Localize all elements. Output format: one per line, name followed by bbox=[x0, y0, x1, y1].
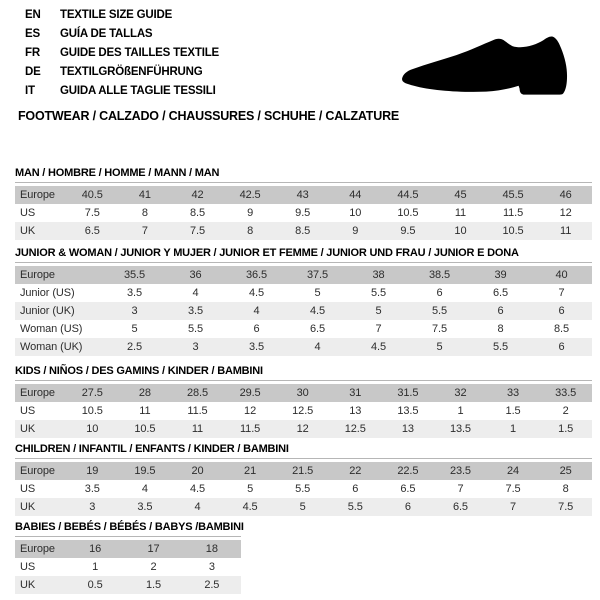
table-row bbox=[15, 338, 592, 356]
size-cell: 10.5 bbox=[81, 405, 103, 417]
language-code: ES bbox=[25, 28, 40, 40]
language-row bbox=[25, 66, 219, 85]
row-label: Woman (US) bbox=[20, 323, 83, 335]
size-cell: 6 bbox=[558, 305, 565, 317]
size-cell: 3 bbox=[131, 305, 138, 317]
size-cell: 28 bbox=[138, 387, 151, 399]
size-table bbox=[15, 540, 241, 594]
size-cell: 1 bbox=[92, 561, 99, 573]
size-cell: 10.5 bbox=[397, 207, 419, 219]
size-cell: 11 bbox=[560, 225, 572, 237]
size-cell: 9.5 bbox=[295, 207, 311, 219]
size-cell: 4.5 bbox=[371, 341, 386, 353]
row-label: US bbox=[20, 561, 36, 573]
size-cell: 2 bbox=[150, 561, 157, 573]
language-row bbox=[25, 85, 219, 104]
size-cell: 6 bbox=[436, 287, 443, 299]
size-cell: 7 bbox=[510, 501, 517, 513]
size-cell: 1.5 bbox=[145, 579, 161, 591]
size-cell: 4.5 bbox=[242, 501, 258, 513]
size-cell: 2 bbox=[562, 405, 569, 417]
size-cell: 4 bbox=[314, 341, 321, 353]
size-cell: 10 bbox=[454, 225, 467, 237]
size-cell: 17 bbox=[147, 543, 160, 555]
row-label: UK bbox=[20, 423, 36, 435]
size-cell: 11.5 bbox=[187, 405, 208, 417]
size-cell: 27.5 bbox=[81, 387, 103, 399]
size-cell: 4 bbox=[192, 287, 199, 299]
size-cell: 42 bbox=[191, 189, 204, 201]
size-cell: 44 bbox=[349, 189, 362, 201]
size-cell: 3.5 bbox=[188, 305, 203, 317]
size-cell: 5 bbox=[247, 483, 254, 495]
size-cell: 46 bbox=[559, 189, 572, 201]
size-cell: 6.5 bbox=[84, 225, 100, 237]
size-cell: 7 bbox=[558, 287, 565, 299]
row-label: US bbox=[20, 405, 36, 417]
table-title: JUNIOR & WOMAN / JUNIOR Y MUJER / JUNIOR ET FEMME / JUNIOR UND FRAU / JUNIOR E DONA bbox=[15, 247, 519, 259]
size-cell: 7.5 bbox=[84, 207, 100, 219]
size-cell: 3.5 bbox=[249, 341, 264, 353]
size-cell: 12 bbox=[296, 423, 309, 435]
size-cell: 25 bbox=[559, 465, 572, 477]
row-label: Junior (US) bbox=[20, 287, 75, 299]
size-cell: 9.5 bbox=[400, 225, 416, 237]
table-row bbox=[15, 480, 592, 498]
size-cell: 10.5 bbox=[134, 423, 156, 435]
size-cell: 31 bbox=[349, 387, 362, 399]
table-row bbox=[15, 186, 592, 204]
size-cell: 8 bbox=[497, 323, 504, 335]
size-cell: 10 bbox=[349, 207, 362, 219]
size-cell: 7.5 bbox=[432, 323, 447, 335]
size-cell: 30 bbox=[296, 387, 309, 399]
size-cell: 8 bbox=[141, 207, 148, 219]
size-cell: 38.5 bbox=[428, 269, 450, 281]
size-cell: 11 bbox=[191, 423, 204, 435]
row-label: Europe bbox=[20, 387, 55, 399]
row-label: Europe bbox=[20, 543, 55, 555]
language-label: TEXTILE SIZE GUIDE bbox=[60, 9, 173, 21]
table-row bbox=[15, 320, 592, 338]
size-cell: 4 bbox=[194, 501, 201, 513]
row-label: US bbox=[20, 483, 36, 495]
size-cell: 13.5 bbox=[449, 423, 471, 435]
size-cell: 7 bbox=[375, 323, 382, 335]
size-cell: 13 bbox=[401, 423, 414, 435]
size-cell: 23.5 bbox=[449, 465, 471, 477]
language-label: GUIDA ALLE TAGLIE TESSILI bbox=[60, 85, 216, 97]
table-row bbox=[15, 222, 592, 240]
size-cell: 3 bbox=[89, 501, 96, 513]
size-cell: 6 bbox=[352, 483, 359, 495]
size-cell: 6 bbox=[558, 341, 565, 353]
size-cell: 38 bbox=[372, 269, 385, 281]
size-cell: 39 bbox=[494, 269, 507, 281]
table-wrapper bbox=[15, 540, 241, 594]
table-row bbox=[15, 384, 592, 402]
size-cell: 44.5 bbox=[397, 189, 419, 201]
size-cell: 10.5 bbox=[502, 225, 524, 237]
category-title: FOOTWEAR / CALZADO / CHAUSSURES / SCHUHE / CALZATURE bbox=[18, 109, 400, 123]
size-cell: 6 bbox=[497, 305, 504, 317]
language-label: TEXTILGRÖßENFÜHRUNG bbox=[60, 66, 203, 78]
size-cell: 4.5 bbox=[189, 483, 205, 495]
language-row bbox=[25, 47, 219, 66]
size-cell: 10 bbox=[86, 423, 99, 435]
size-cell: 22.5 bbox=[397, 465, 419, 477]
size-cell: 5 bbox=[375, 305, 382, 317]
size-cell: 45.5 bbox=[502, 189, 524, 201]
size-cell: 2.5 bbox=[127, 341, 142, 353]
table-wrapper bbox=[15, 462, 592, 516]
row-label: Europe bbox=[20, 465, 55, 477]
size-cell: 6.5 bbox=[310, 323, 325, 335]
size-cell: 4 bbox=[253, 305, 260, 317]
table-row bbox=[15, 284, 592, 302]
language-code: EN bbox=[25, 9, 41, 21]
language-code: IT bbox=[25, 85, 35, 97]
size-cell: 1.5 bbox=[505, 405, 521, 417]
size-cell: 5.5 bbox=[371, 287, 386, 299]
size-cell: 5 bbox=[314, 287, 321, 299]
row-label: Europe bbox=[20, 189, 55, 201]
size-cell: 12 bbox=[244, 405, 257, 417]
size-cell: 8.5 bbox=[295, 225, 311, 237]
size-cell: 5.5 bbox=[295, 483, 311, 495]
size-cell: 41 bbox=[138, 189, 151, 201]
language-list bbox=[25, 9, 219, 104]
table-row bbox=[15, 462, 592, 480]
size-cell: 5.5 bbox=[347, 501, 363, 513]
size-cell: 9 bbox=[352, 225, 359, 237]
table-wrapper bbox=[15, 266, 592, 356]
size-cell: 3.5 bbox=[137, 501, 153, 513]
size-section bbox=[15, 167, 592, 240]
size-cell: 9 bbox=[247, 207, 254, 219]
row-label: Europe bbox=[20, 269, 55, 281]
table-row bbox=[15, 576, 241, 594]
size-cell: 31.5 bbox=[397, 387, 419, 399]
size-cell: 7.5 bbox=[189, 225, 205, 237]
size-cell: 3 bbox=[192, 341, 199, 353]
size-section bbox=[15, 365, 592, 438]
size-cell: 3.5 bbox=[127, 287, 142, 299]
table-row bbox=[15, 266, 592, 284]
size-cell: 11.5 bbox=[239, 423, 261, 435]
size-cell: 29.5 bbox=[239, 387, 261, 399]
size-cell: 13.5 bbox=[397, 405, 419, 417]
language-row bbox=[25, 9, 219, 28]
row-label: Junior (UK) bbox=[20, 305, 75, 317]
size-cell: 21.5 bbox=[292, 465, 314, 477]
size-cell: 42.5 bbox=[239, 189, 261, 201]
size-cell: 21 bbox=[244, 465, 257, 477]
size-cell: 5 bbox=[131, 323, 138, 335]
size-cell: 3 bbox=[208, 561, 215, 573]
language-row bbox=[25, 28, 219, 47]
language-label: GUIDE DES TAILLES TEXTILE bbox=[60, 47, 219, 59]
size-cell: 7.5 bbox=[505, 483, 521, 495]
size-cell: 5 bbox=[436, 341, 443, 353]
row-label: US bbox=[20, 207, 36, 219]
size-cell: 6 bbox=[404, 501, 411, 513]
size-cell: 13 bbox=[349, 405, 362, 417]
size-cell: 12.5 bbox=[344, 423, 366, 435]
size-cell: 7 bbox=[457, 483, 464, 495]
size-cell: 40 bbox=[555, 269, 568, 281]
size-cell: 2.5 bbox=[204, 579, 220, 591]
table-row bbox=[15, 540, 241, 558]
row-label: UK bbox=[20, 579, 36, 591]
size-cell: 8 bbox=[562, 483, 569, 495]
size-section bbox=[15, 443, 592, 516]
size-cell: 8.5 bbox=[189, 207, 205, 219]
size-table bbox=[15, 266, 592, 356]
size-cell: 32 bbox=[454, 387, 467, 399]
size-cell: 16 bbox=[89, 543, 102, 555]
size-cell: 11 bbox=[139, 405, 151, 417]
size-table bbox=[15, 384, 592, 438]
size-cell: 36.5 bbox=[245, 269, 267, 281]
language-code: FR bbox=[25, 47, 40, 59]
table-title: MAN / HOMBRE / HOMME / MANN / MAN bbox=[15, 167, 220, 179]
size-table bbox=[15, 186, 592, 240]
size-cell: 6.5 bbox=[452, 501, 468, 513]
table-row bbox=[15, 558, 241, 576]
size-cell: 6.5 bbox=[400, 483, 416, 495]
size-cell: 3.5 bbox=[84, 483, 100, 495]
size-cell: 8.5 bbox=[554, 323, 569, 335]
size-cell: 5.5 bbox=[493, 341, 508, 353]
table-row bbox=[15, 402, 592, 420]
table-row bbox=[15, 302, 592, 320]
size-cell: 11.5 bbox=[502, 207, 524, 219]
size-cell: 7.5 bbox=[558, 501, 574, 513]
size-cell: 33.5 bbox=[555, 387, 577, 399]
size-cell: 1.5 bbox=[558, 423, 574, 435]
size-cell: 6.5 bbox=[493, 287, 508, 299]
table-title: KIDS / NIÑOS / DES GAMINS / KINDER / BAMBINI bbox=[15, 365, 263, 377]
size-cell: 11 bbox=[454, 207, 467, 219]
size-cell: 43 bbox=[296, 189, 309, 201]
size-cell: 19 bbox=[86, 465, 99, 477]
table-wrapper bbox=[15, 384, 592, 438]
size-cell: 20 bbox=[191, 465, 204, 477]
table-row bbox=[15, 420, 592, 438]
size-cell: 0.5 bbox=[87, 579, 103, 591]
size-cell: 19.5 bbox=[134, 465, 156, 477]
size-cell: 12.5 bbox=[292, 405, 314, 417]
size-cell: 18 bbox=[205, 543, 218, 555]
size-cell: 24 bbox=[507, 465, 520, 477]
row-label: UK bbox=[20, 501, 36, 513]
language-code: DE bbox=[25, 66, 41, 78]
size-cell: 6 bbox=[253, 323, 260, 335]
row-label: Woman (UK) bbox=[20, 341, 83, 353]
table-title: CHILDREN / INFANTIL / ENFANTS / KINDER / BAMBINI bbox=[15, 443, 289, 455]
size-cell: 5 bbox=[299, 501, 306, 513]
size-cell: 40.5 bbox=[81, 189, 103, 201]
size-cell: 22 bbox=[349, 465, 362, 477]
table-row bbox=[15, 204, 592, 222]
size-cell: 5.5 bbox=[432, 305, 447, 317]
size-cell: 7 bbox=[141, 225, 148, 237]
size-cell: 28.5 bbox=[186, 387, 208, 399]
row-label: UK bbox=[20, 225, 36, 237]
size-cell: 4.5 bbox=[249, 287, 264, 299]
size-table bbox=[15, 462, 592, 516]
size-cell: 4.5 bbox=[310, 305, 325, 317]
size-cell: 8 bbox=[247, 225, 254, 237]
size-cell: 35.5 bbox=[123, 269, 145, 281]
table-row bbox=[15, 498, 592, 516]
dress-shoe-icon bbox=[402, 33, 570, 97]
size-cell: 4 bbox=[141, 483, 148, 495]
size-cell: 33 bbox=[507, 387, 520, 399]
size-cell: 5.5 bbox=[188, 323, 203, 335]
table-wrapper bbox=[15, 186, 592, 240]
size-section bbox=[15, 247, 592, 356]
size-cell: 12 bbox=[559, 207, 572, 219]
size-cell: 36 bbox=[189, 269, 202, 281]
size-section bbox=[15, 521, 592, 594]
size-cell: 45 bbox=[454, 189, 467, 201]
language-label: GUÍA DE TALLAS bbox=[60, 28, 153, 40]
table-title: BABIES / BEBÉS / BÉBÉS / BABYS /BAMBINI bbox=[15, 521, 244, 533]
size-cell: 37.5 bbox=[306, 269, 328, 281]
size-cell: 1 bbox=[510, 423, 517, 435]
size-cell: 1 bbox=[457, 405, 464, 417]
